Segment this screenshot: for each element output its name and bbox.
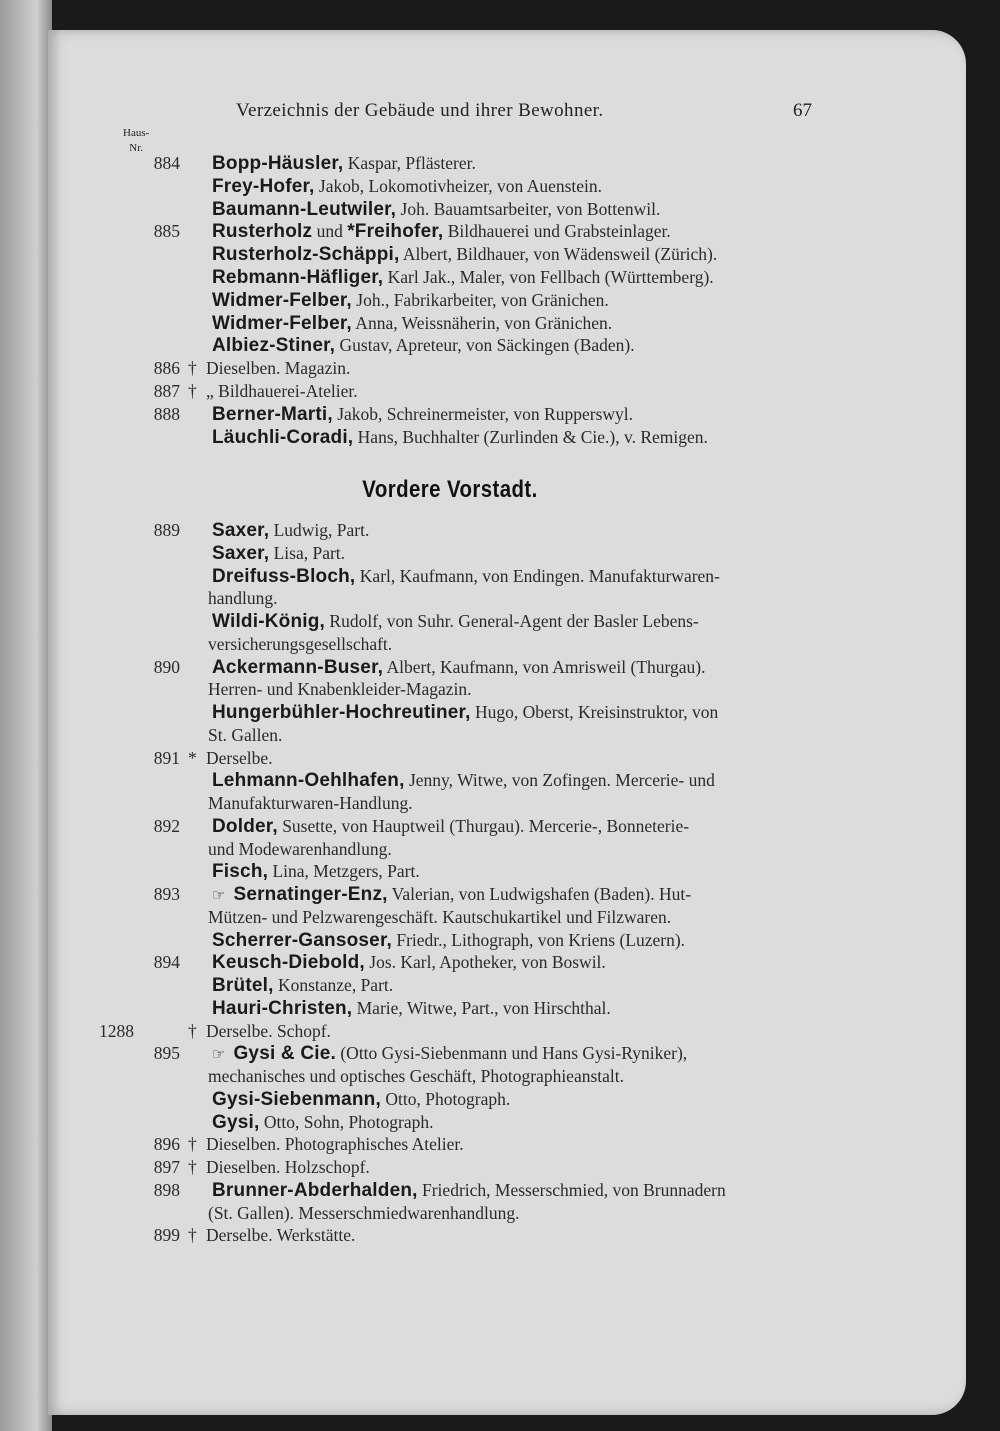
house-number: 892	[153, 815, 180, 836]
house-number: 899	[153, 1225, 180, 1246]
entry-text: Rebmann-Häfliger, Karl Jak., Maler, von Fellbach (Württemberg).	[212, 267, 714, 288]
entry-text: Dreifuss-Bloch, Karl, Kaufmann, von Endingen. Manufakturwaren-	[212, 565, 720, 587]
listing-line	[0, 839, 1000, 862]
entry-text: Frey-Hofer, Jakob, Lokomotivheizer, von Auenstein.	[212, 175, 603, 197]
entry-text: Hungerbühler-Hochreutiner, Hugo, Oberst, Kreisinstruktor, von	[212, 702, 719, 723]
resident-name: Fisch,	[212, 861, 269, 883]
entry-text: Rusterholz-Schäppi, Albert, Bildhauer, von Wädensweil (Zürich).	[212, 244, 718, 266]
listing-line	[0, 267, 1000, 290]
pointing-hand-icon: ☞	[212, 1045, 226, 1064]
listing-line	[0, 588, 1000, 611]
entry-text: St. Gallen.	[208, 724, 283, 745]
entry-text: Dieselben. Holzschopf.	[206, 1157, 370, 1177]
column-label-line-2: Nr.	[129, 142, 144, 154]
resident-name: Dolder,	[212, 815, 278, 837]
pointing-hand-icon: ☞	[212, 886, 226, 904]
entry-text: Rusterholz und *Freihofer, Bildhauerei und Grabsteinlager.	[212, 221, 671, 243]
entry-text: Lehmann-Oehlhafen, Jenny, Witwe, von Zofingen. Mercerie- und	[212, 770, 715, 792]
entry-text: Derselbe. Schopf.	[206, 1020, 331, 1041]
dagger-mark: †	[188, 1134, 197, 1155]
house-number: 888	[153, 403, 180, 424]
listing-line	[0, 335, 1000, 358]
entry-text: Widmer-Felber, Anna, Weissnäherin, von Gränichen.	[212, 312, 613, 334]
listing-line	[0, 1043, 1000, 1066]
entry-text: Mützen- und Pelzwarengeschäft. Kautschukartikel und Filzwaren.	[208, 906, 672, 927]
entry-text: Brütel, Konstanze, Part.	[212, 975, 394, 996]
house-number: 890	[153, 656, 180, 677]
entry-text: Dieselben. Photographisches Atelier.	[206, 1134, 464, 1155]
resident-name: Widmer-Felber,	[212, 312, 352, 334]
resident-name: Keusch-Diebold,	[212, 952, 365, 974]
listing-line	[0, 702, 1000, 725]
listing-line	[0, 1225, 1000, 1248]
listing-line	[0, 679, 1000, 702]
listing-line	[0, 884, 1000, 907]
listing-line	[0, 358, 1000, 381]
entry-text: Berner-Marti, Jakob, Schreinermeister, von Rupperswyl.	[212, 403, 633, 425]
listing-line	[0, 176, 1000, 199]
house-number: 884	[153, 153, 180, 173]
entry-text: Widmer-Felber, Joh., Fabrikarbeiter, von Gränichen.	[212, 289, 609, 311]
resident-name: Wildi-König,	[212, 611, 326, 632]
resident-name: Gysi,	[212, 1111, 260, 1133]
dagger-mark: †	[188, 1020, 197, 1041]
header-title: Verzeichnis der Gebäude und ihrer Bewohner.	[236, 100, 604, 121]
resident-name: Rusterholz-Schäppi,	[212, 244, 400, 266]
listing-line	[0, 1112, 1000, 1135]
resident-name: Gysi-Siebenmann,	[212, 1088, 381, 1110]
house-number: 895	[153, 1043, 180, 1064]
column-label	[123, 126, 149, 156]
dagger-mark: †	[188, 358, 197, 379]
listing-line	[0, 221, 1000, 244]
resident-name: Widmer-Felber,	[212, 289, 352, 311]
page-number: 67	[793, 100, 812, 121]
house-number: 885	[153, 221, 180, 242]
listing-line	[0, 611, 1000, 634]
resident-name: Bopp-Häusler,	[212, 153, 344, 174]
resident-name: Saxer,	[212, 520, 270, 541]
listing-line	[0, 975, 1000, 998]
entry-text: Hauri-Christen, Marie, Witwe, Part., von Hirschthal.	[212, 997, 611, 1019]
house-number: 891	[153, 747, 180, 768]
resident-name: Berner-Marti,	[212, 403, 333, 425]
resident-name: Lehmann-Oehlhafen,	[212, 770, 405, 792]
section-title: Vordere Vorstadt.	[362, 476, 538, 503]
asterisk-mark: *	[188, 747, 197, 768]
resident-name: Baumann-Leutwiler,	[212, 198, 397, 220]
dagger-mark: †	[188, 1157, 197, 1177]
entry-text: Fisch, Lina, Metzgers, Part.	[212, 861, 420, 883]
entry-text: Gysi-Siebenmann, Otto, Photograph.	[212, 1088, 511, 1110]
resident-name: Hungerbühler-Hochreutiner,	[212, 702, 471, 723]
entry-text: Albiez-Stiner, Gustav, Apreteur, von Säckingen (Baden).	[212, 335, 635, 357]
listing-line	[0, 1180, 1000, 1203]
listing-line	[0, 930, 1000, 953]
resident-name: *Freihofer,	[347, 221, 444, 243]
listing-line	[0, 907, 1000, 930]
resident-name: Saxer,	[212, 542, 270, 564]
listing-line	[0, 381, 1000, 404]
entry-text: Baumann-Leutwiler, Joh. Bauamtsarbeiter, von Bottenwil.	[212, 198, 661, 220]
house-number: 898	[153, 1179, 180, 1200]
entry-text: und Modewarenhandlung.	[208, 838, 392, 859]
entry-text: versicherungsgesellschaft.	[208, 633, 393, 654]
house-number: 896	[153, 1134, 180, 1155]
listing-line	[0, 1021, 1000, 1044]
resident-name: Rusterholz	[212, 221, 313, 243]
resident-name: Ackermann-Buser,	[212, 656, 384, 678]
entry-text: Keusch-Diebold, Jos. Karl, Apotheker, von Boswil.	[212, 952, 606, 974]
listing-line	[0, 770, 1000, 793]
dagger-mark: †	[188, 1225, 197, 1246]
house-number: 887	[153, 381, 180, 401]
entry-text: Dieselben. Magazin.	[206, 358, 351, 379]
listing-line	[0, 404, 1000, 427]
listing-line	[0, 244, 1000, 267]
column-label-line-1: Haus-	[123, 127, 150, 139]
house-number: 889	[153, 520, 180, 540]
resident-name: Läuchli-Coradi,	[212, 426, 354, 448]
entry-text: Derselbe. Werkstätte.	[206, 1225, 356, 1246]
resident-name: Sernatinger-Enz,	[233, 884, 388, 905]
entry-text: „ Bildhauerei-Atelier.	[206, 381, 358, 401]
entry-text: Derselbe.	[206, 747, 273, 768]
listing-line	[0, 153, 1000, 176]
listing-line	[0, 199, 1000, 222]
listing-line	[0, 998, 1000, 1021]
listing-line	[0, 1089, 1000, 1112]
entry-text: Scherrer-Gansoser, Friedr., Lithograph, von Kriens (Luzern).	[212, 929, 686, 951]
house-number: 1288	[99, 1020, 134, 1041]
listing-line	[0, 952, 1000, 975]
dagger-mark: †	[188, 381, 197, 401]
resident-name: Scherrer-Gansoser,	[212, 929, 392, 951]
running-header	[0, 100, 1000, 128]
entry-text: Wildi-König, Rudolf, von Suhr. General-Agent der Basler Lebens-	[212, 611, 699, 632]
entry-text: (St. Gallen). Messerschmiedwarenhandlung.	[208, 1202, 520, 1223]
entry-text: Gysi, Otto, Sohn, Photograph.	[212, 1111, 434, 1133]
listing-line	[0, 634, 1000, 657]
listing-line	[0, 313, 1000, 336]
entry-text: Läuchli-Coradi, Hans, Buchhalter (Zurlinden & Cie.), v. Remigen.	[212, 426, 708, 448]
entry-text: Manufakturwaren-Handlung.	[208, 793, 413, 813]
entry-text: handlung.	[208, 588, 278, 609]
resident-name: Albiez-Stiner,	[212, 335, 336, 357]
house-number: 897	[153, 1157, 180, 1177]
entry-text: ☞ Gysi & Cie. (Otto Gysi-Siebenmann und Hans Gysi-Ryniker),	[212, 1043, 688, 1065]
listing-line	[0, 566, 1000, 589]
listing-line	[0, 1134, 1000, 1157]
resident-name: Gysi & Cie.	[233, 1043, 336, 1065]
listing-line	[0, 861, 1000, 884]
listing-line	[0, 725, 1000, 748]
house-number: 886	[153, 358, 180, 379]
resident-name: Brunner-Abderhalden,	[212, 1179, 418, 1201]
house-number: 893	[153, 884, 180, 904]
entry-text: Ackermann-Buser, Albert, Kaufmann, von Amrisweil (Thurgau).	[212, 656, 706, 678]
listing-line	[0, 816, 1000, 839]
listing-line	[0, 748, 1000, 771]
entry-text: Bopp-Häusler, Kaspar, Pflästerer.	[212, 153, 476, 174]
entry-text: Herren- und Knabenkleider-Magazin.	[208, 679, 472, 700]
entry-text: mechanisches und optisches Geschäft, Photographieanstalt.	[208, 1066, 625, 1086]
entry-text: ☞ Sernatinger-Enz, Valerian, von Ludwigshafen (Baden). Hut-	[212, 884, 692, 905]
entry-text: Saxer, Ludwig, Part.	[212, 520, 370, 541]
house-number: 894	[153, 952, 180, 973]
listing-line	[0, 1157, 1000, 1180]
listing-line	[0, 427, 1000, 450]
resident-name: Hauri-Christen,	[212, 997, 353, 1019]
listing-line	[0, 657, 1000, 680]
listing-line	[0, 1066, 1000, 1089]
resident-name: Brütel,	[212, 975, 274, 996]
listing-line	[0, 1203, 1000, 1226]
resident-name: Rebmann-Häfliger,	[212, 267, 384, 288]
entry-text: Brunner-Abderhalden, Friedrich, Messerschmied, von Brunnadern	[212, 1179, 726, 1201]
entry-text: Saxer, Lisa, Part.	[212, 542, 346, 564]
entry-text: Dolder, Susette, von Hauptweil (Thurgau). Mercerie-, Bonneterie-	[212, 815, 690, 837]
listing-line	[0, 290, 1000, 313]
resident-name: Dreifuss-Bloch,	[212, 565, 356, 587]
resident-name: Frey-Hofer,	[212, 175, 315, 197]
listing-line	[0, 543, 1000, 566]
listing-line	[0, 520, 1000, 543]
listing-line	[0, 793, 1000, 816]
